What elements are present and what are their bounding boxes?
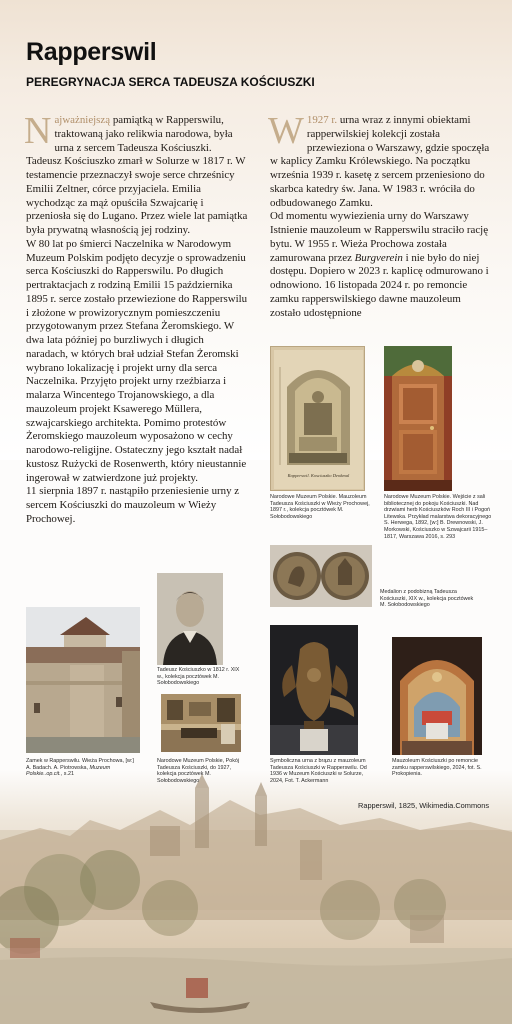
kosciuszko-portrait-image [157,573,223,665]
mausoleum-postcard-image [270,346,365,491]
postcard-inscription: Rapperswil. Kosciuszko Denkmal [287,473,350,478]
library-door-image [384,346,452,491]
urn-caption: Symboliczna urna z brązu z mauzoleum Tadeusza Kościuszki w Rapperswilu. Od 1936 w Muzeum Kościuszki w Solurze, 2024, Fot. T. Ackermann [270,758,367,784]
kosciuszko-room-image [161,694,241,752]
room-caption: Narodowe Muzeum Polskie, Pokój Tadeusza Kościuszki, do 1927, kolekcja pocztówek M. Sołobodowskiego [157,758,240,784]
right-dropcap: W [268,110,304,152]
tower-caption-text-2: s.21 [62,771,74,778]
medal-image [270,545,372,607]
chapel-postcard-caption: Narodowe Muzeum Polskie. Mauzoleum Tadeusza Kościuszki w Wieży Prochowej, 1897 r., kolekcja pocztówek M. Sołobodowskiego [270,494,370,520]
right-paragraphs [268,110,494,320]
tower-caption-text-1: Zamek w Rapperswilu. Wieża Prochowa, [w:] A. Badach. A. Piotrowska, [26,758,134,771]
left-dropcap: N [24,110,52,152]
page-title: Rapperswil [26,38,157,66]
medal-caption: Medalion z podobizną Tadeusza Kościuszki, XIX w., kolekcja pocztówek M. Sołobodowskiego [380,589,474,609]
right-lead-word: 1927 r. [306,114,338,126]
panorama-credit: Rapperswil, 1825, Wikimedia.Commons [358,801,490,810]
mausoleum-2024-image [392,637,482,755]
left-paragraphs [24,110,248,527]
left-lead-word: ajważniejszą [54,114,111,126]
left-text-column [24,110,248,527]
mausoleum-2024-caption: Mauzoleum Kościuszki po remoncie zamku rapperswilskiego, 2024, fot. S. Prokopienia. [392,758,482,778]
bronze-urn-image [270,625,358,755]
tower-caption-italic: Muzeum Polskie..op.cit., [26,764,111,778]
door-caption: Narodowe Muzeum Polskie. Wejście z sali bibliotecznej do pokoju Kościuszki. Nad drzwiami herb Kościuszków Roch III i Pogoń Litewska. Przykład malarstwa dekoracyjnego S. Herwega, 1892, [w:] B. Drewnowski, J. Morkowski, Kościuszko w Szwajcarii 1915–1817, Warszawa 2016, s. 293 [384,494,492,540]
right-text-column [268,110,494,320]
portrait-caption: Tadeusz Kościuszko w 1812 r. XIX w., kolekcja pocztówek M. Sołobodowskiego [157,667,240,687]
right-body-text-1: urna wraz z innymi obiektami rapperwilskiej kolekcji została przewieziona o Warszawy, gdzie spoczęła w kaplicy Zamku Królewskiego. Na początku września 1939 r. kasetę z sercem przeniesiono do skarbca katedry św. Jana. W 1983 r. wróciła do odbudowanego Zamku. Od momentu wywiezienia urny do Warszawy Istnienie mauzoleum w Rapperswilu straciło rację bytu. W 1955 r. Wieża Prochowa została zamurowana przez [270,114,490,264]
tower-caption [26,758,138,778]
right-italic-word: Burgverein [354,251,403,264]
right-body-text-2: i nie było do niej dostępu. Dopiero w 2023 r. kaplicę odmurowano i odnowiono. 16 listopada 2024 r. po remoncie zamku rapperswilskiego dawne mauzoleum zostało udostępnione [270,251,489,319]
powder-tower-image [26,607,140,753]
page-subtitle: PEREGRYNACJA SERCA TADEUSZA KOŚCIUSZKI [26,75,315,89]
left-body-text: pamiątką w Rapperswilu, traktowaną jako relikwia narodowa, była urna z sercem Tadeusza Kościuszki. Tadeusz Kościuszko zmarł w Solurze w 1817 r. W testamencie przeznaczył swoje serce chrześnicy Emilii Zeltner, córce przyjaciela. Emilia wychodząc za mąż opuściła Szwajcarię i przeniosła się do Lugano. Przez wiele lat pamiątka była prywatną własnością jej rodziny. W 80 lat po śmierci Naczelnika w Narodowym Muzeum Polskim podjęto decyzje o sprowadzeniu serca Kościuszki do Rapperswilu. Po długich pertraktacjach z rodziną Emilii 15 października 1895 r. serce zostało przewiezione do Rapperswilu i złożone w prowizorycznym pomieszczeniu przygotowanym przez Stefana Żeromskiego. W dwa lata później po burzliwych i długich naradach, w których brał udział Stefan Żeromski wybrano lokalizację i projekt urny dla serca Naczelnika. Przyjęto projekt urny rzeźbiarza i malarza Wincentego Trojanowskiego, a dla mauzoleum projekt Ksawerego Müllera, szwajcarskiego architekta. Pomimo protestów Żeromskiego mauzoleum wyposażono w cechy narodowo-religijne. Ostateczny jego kształt nadał kustosz Rużycki de Rosenwerth, który nieustannie ingerował w zatwierdzone już projekty. 11 sierpnia 1897 r. nastąpiło przeniesienie urny z sercem Kościuszki do mauzoleum w Wieży Prochowej. [26,114,248,525]
